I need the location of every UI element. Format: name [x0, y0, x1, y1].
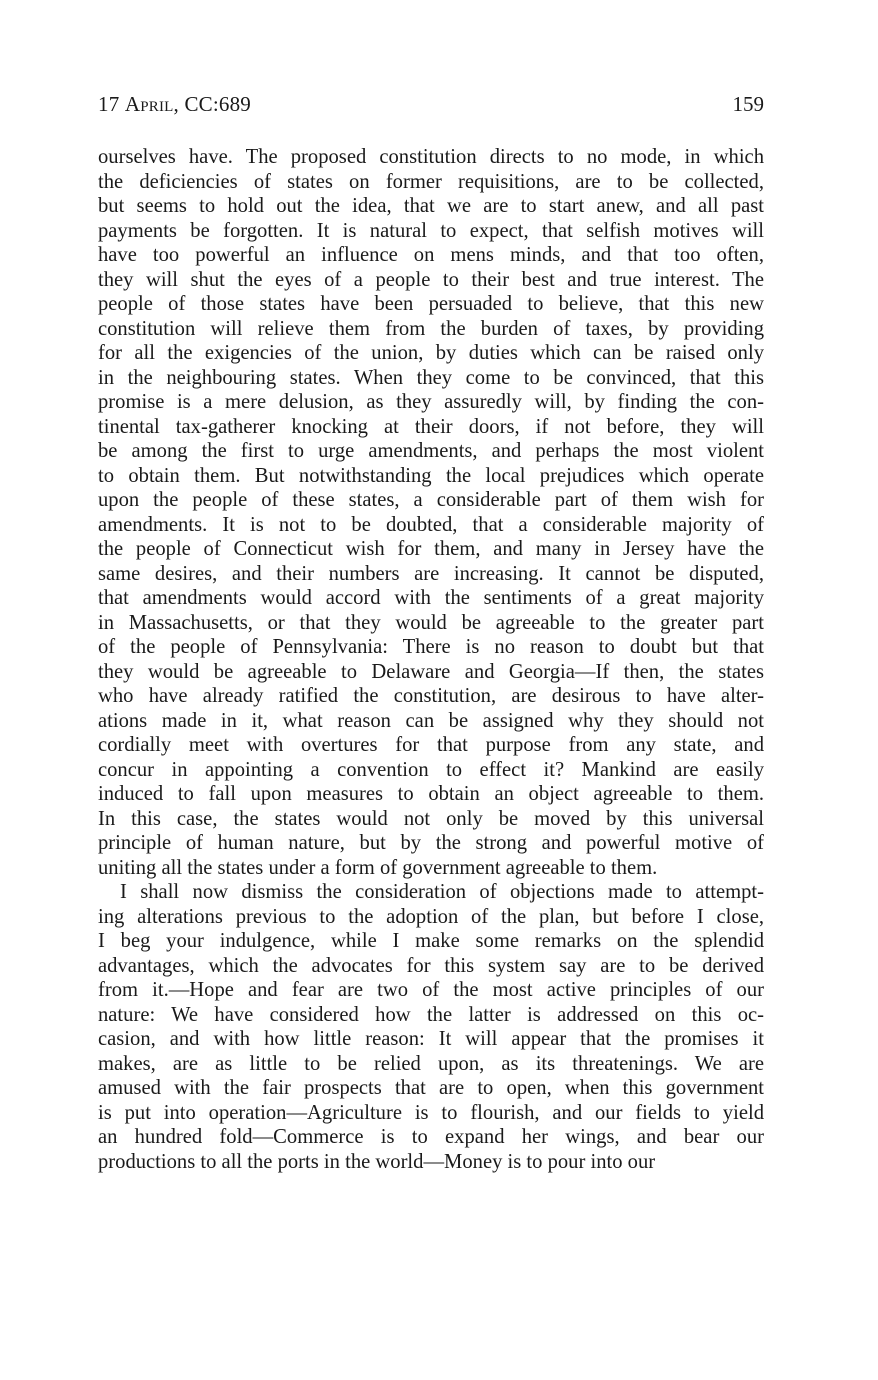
running-head	[98, 92, 764, 122]
text-line: be among the first to urge amendments, and perhaps the most violent	[98, 440, 764, 462]
text-line: cordially meet with overtures for that purpose from any state, and	[98, 734, 764, 756]
running-head-date: 17	[98, 92, 120, 116]
page-number: 159	[732, 92, 764, 116]
text-line: for all the exigencies of the union, by duties which can be raised only	[98, 342, 764, 364]
text-line: uniting all the states under a form of government agreeable to them.	[98, 856, 658, 879]
text-line: nature: We have considered how the latter is addressed on this oc-	[98, 1003, 764, 1026]
text-line: in Massachusetts, or that they would be agreeable to the greater part	[98, 611, 764, 634]
paragraph	[98, 145, 764, 880]
text-line: that amendments would accord with the sentiments of a great majority	[98, 587, 764, 609]
text-line: same desires, and their numbers are increasing. It cannot be disputed,	[98, 562, 764, 585]
text-line: concur in appointing a convention to effect it? Mankind are easily	[98, 758, 764, 781]
text-line: people of those states have been persuaded to believe, that this new	[98, 293, 764, 315]
text-line: advantages, which the advocates for this system say are to be derived	[98, 954, 764, 977]
text-line: makes, are as little to be relied upon, as its threatenings. We are	[98, 1052, 764, 1075]
text-line: the deficiencies of states on former requisitions, are to be collected,	[98, 170, 764, 193]
text-line: the people of Connecticut wish for them, and many in Jersey have the	[98, 538, 764, 560]
text-line: induced to fall upon measures to obtain an object agreeable to them.	[98, 783, 764, 805]
text-line: I shall now dismiss the consideration of objections made to attempt-	[120, 881, 764, 903]
text-line: ations made in it, what reason can be assigned why they should not	[98, 709, 764, 732]
running-head-month: April,	[124, 92, 179, 116]
text-line: In this case, the states would not only be moved by this universal	[98, 807, 764, 830]
text-line: casion, and with how little reason: It will appear that the promises it	[98, 1028, 764, 1050]
text-line: an hundred fold—Commerce is to expand her wings, and bear our	[98, 1126, 764, 1148]
text-line: ourselves have. The proposed constitution directs to no mode, in which	[98, 146, 764, 168]
text-line: ing alterations previous to the adoption of the plan, but before I close,	[98, 905, 764, 928]
text-line: of the people of Pennsylvania: There is no reason to doubt but that	[98, 636, 764, 658]
text-line: to obtain them. But notwithstanding the local prejudices which operate	[98, 464, 764, 487]
text-line: tinental tax-gatherer knocking at their doors, if not before, they will	[98, 415, 764, 438]
body-text	[98, 145, 764, 1174]
text-line: principle of human nature, but by the strong and powerful motive of	[98, 832, 764, 854]
text-line: upon the people of these states, a considerable part of them wish for	[98, 489, 764, 511]
text-line: who have already ratified the constitution, are desirous to have alter-	[98, 685, 764, 707]
text-line: amused with the fair prospects that are to open, when this government	[98, 1077, 764, 1099]
text-line: is put into operation—Agriculture is to flourish, and our fields to yield	[98, 1101, 764, 1124]
running-head-document-ref: CC:689	[184, 92, 251, 116]
text-line: constitution will relieve them from the burden of taxes, by providing	[98, 317, 764, 340]
text-line: but seems to hold out the idea, that we are to start anew, and all past	[98, 195, 764, 217]
text-line: I beg your indulgence, while I make some remarks on the splendid	[98, 930, 764, 952]
text-line: amendments. It is not to be doubted, that a considerable majority of	[98, 513, 764, 536]
text-line: productions to all the ports in the world—Money is to pour into our	[98, 1150, 656, 1173]
text-line: have too powerful an influence on mens minds, and that too often,	[98, 244, 764, 266]
text-line: promise is a mere delusion, as they assuredly will, by finding the con-	[98, 391, 764, 413]
text-line: they would be agreeable to Delaware and Georgia—If then, the states	[98, 660, 764, 683]
text-line: from it.—Hope and fear are two of the most active principles of our	[98, 979, 764, 1001]
running-head-left	[98, 92, 251, 117]
text-line: they will shut the eyes of a people to their best and true interest. The	[98, 268, 764, 291]
text-line: in the neighbouring states. When they come to be convinced, that this	[98, 366, 764, 389]
paragraph	[98, 880, 764, 1174]
text-line: payments be forgotten. It is natural to expect, that selfish motives will	[98, 219, 764, 242]
